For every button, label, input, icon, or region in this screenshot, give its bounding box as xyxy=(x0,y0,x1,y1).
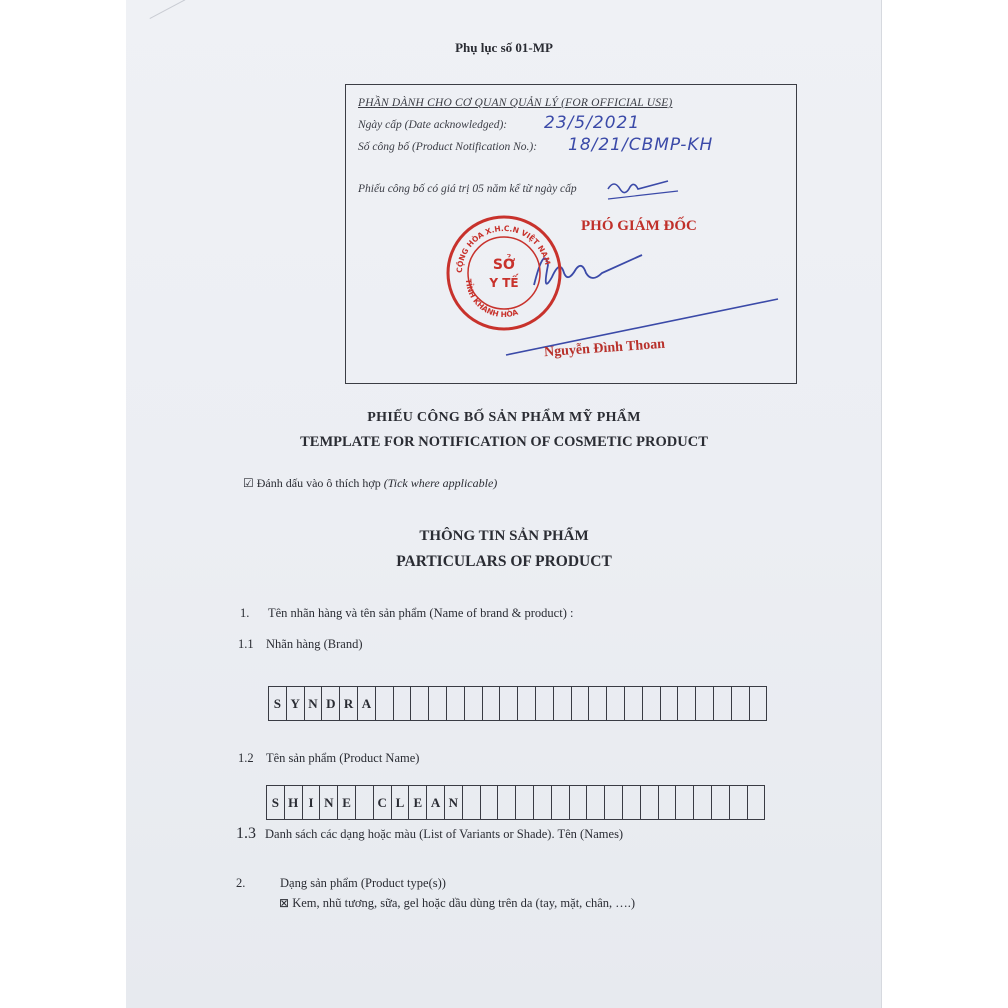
item-1-1-number: 1.1 xyxy=(238,637,254,651)
brand-letter-cell xyxy=(643,687,661,720)
brand-letter-cell: S xyxy=(269,687,287,720)
product-name-letter-cell: C xyxy=(374,786,392,819)
signer-name: Nguyễn Đình Thoan xyxy=(543,336,666,361)
brand-letter-cell xyxy=(500,687,518,720)
stamp-top-text: CỘNG HÒA X.H.C.N VIỆT NAM xyxy=(454,223,553,274)
product-name-letter-cell xyxy=(498,786,516,819)
item-1-2-label: Tên sản phẩm (Product Name) xyxy=(266,751,420,765)
date-acknowledged-value: 23/5/2021 xyxy=(544,113,641,133)
item-1 xyxy=(240,606,573,621)
tick-instruction-vi: Đánh dấu vào ô thích hợp xyxy=(256,476,381,490)
product-type-option-label: Kem, nhũ tương, sữa, gel hoặc dầu dùng trên da (tay, mặt, chân, ….) xyxy=(292,896,636,910)
validity-note: Phiếu công bố có giá trị 05 năm kể từ ngày cấp xyxy=(358,183,577,195)
product-name-letter-cell xyxy=(748,786,766,819)
brand-letter-cell xyxy=(447,687,465,720)
brand-letter-cell xyxy=(661,687,679,720)
brand-letter-cell xyxy=(518,687,536,720)
product-name-letter-cell: E xyxy=(409,786,427,819)
stamp-bottom-text: TỈNH KHÁNH HÒA xyxy=(463,278,520,320)
item-2-label: Dạng sản phẩm (Product type(s)) xyxy=(280,876,446,890)
product-name-letter-cell xyxy=(694,786,712,819)
brand-letter-cell: N xyxy=(305,687,323,720)
product-name-letter-cell: L xyxy=(392,786,410,819)
brand-letter-cell xyxy=(678,687,696,720)
item-2-number: 2. xyxy=(236,876,246,890)
brand-letter-cell xyxy=(625,687,643,720)
brand-letter-cell xyxy=(376,687,394,720)
product-name-letter-cell xyxy=(730,786,748,819)
official-use-box xyxy=(345,84,797,384)
product-name-letter-cell xyxy=(587,786,605,819)
item-1-3-number: 1.3 xyxy=(236,825,256,842)
official-use-heading: PHẦN DÀNH CHO CƠ QUAN QUẢN LÝ (FOR OFFICIAL USE) xyxy=(358,97,673,109)
crossed-checkbox-icon: ⊠ xyxy=(279,896,290,910)
product-name-letter-cell xyxy=(712,786,730,819)
item-1-label: Tên nhãn hàng và tên sản phẩm (Name of brand & product) : xyxy=(268,606,574,620)
brand-letter-cell xyxy=(696,687,714,720)
product-name-letter-cell: N xyxy=(320,786,338,819)
section-title-english: PARTICULARS OF PRODUCT xyxy=(396,553,612,570)
item-1-2 xyxy=(238,751,419,766)
brand-letter-cell: Y xyxy=(287,687,305,720)
product-name-letter-cell xyxy=(481,786,499,819)
brand-letter-cell: A xyxy=(358,687,376,720)
brand-letter-cell xyxy=(732,687,750,720)
brand-letter-cell xyxy=(411,687,429,720)
form-title-english: TEMPLATE FOR NOTIFICATION OF COSMETIC PRODUCT xyxy=(300,434,708,450)
product-name-letter-cell xyxy=(356,786,374,819)
brand-letter-cell xyxy=(429,687,447,720)
product-name-letter-cell: E xyxy=(338,786,356,819)
brand-letter-cell: D xyxy=(322,687,340,720)
product-name-letter-grid xyxy=(266,785,765,820)
brand-letter-cell xyxy=(554,687,572,720)
product-name-letter-cell: S xyxy=(267,786,285,819)
item-1-3-label: Danh sách các dạng hoặc màu (List of Variants or Shade). Tên (Names) xyxy=(265,827,624,841)
brand-letter-cell xyxy=(607,687,625,720)
form-title-vietnamese: PHIẾU CÔNG BỐ SẢN PHẨM MỸ PHẨM xyxy=(367,410,641,425)
item-2 xyxy=(236,876,446,891)
signer-title: PHÓ GIÁM ĐỐC xyxy=(581,218,697,234)
item-1-1-label: Nhãn hàng (Brand) xyxy=(266,637,363,651)
section-title-vietnamese: THÔNG TIN SẢN PHẨM xyxy=(419,528,589,544)
brand-letter-cell xyxy=(465,687,483,720)
product-name-letter-cell xyxy=(570,786,588,819)
brand-letter-cell xyxy=(750,687,768,720)
item-1-3 xyxy=(236,825,623,843)
appendix-number: Phụ lục số 01-MP xyxy=(455,40,553,55)
official-red-stamp xyxy=(444,213,564,338)
product-name-letter-cell xyxy=(659,786,677,819)
tick-instruction xyxy=(243,476,497,491)
handwritten-signatures xyxy=(346,85,796,383)
product-name-letter-cell xyxy=(534,786,552,819)
product-name-letter-cell xyxy=(463,786,481,819)
product-name-letter-cell xyxy=(676,786,694,819)
brand-letter-cell xyxy=(714,687,732,720)
brand-letter-cell xyxy=(572,687,590,720)
brand-letter-cell xyxy=(394,687,412,720)
product-type-option xyxy=(279,896,635,911)
item-1-1 xyxy=(238,637,363,652)
brand-letter-cell xyxy=(589,687,607,720)
product-name-letter-cell: H xyxy=(285,786,303,819)
brand-letter-grid xyxy=(268,686,767,721)
product-name-letter-cell xyxy=(641,786,659,819)
notification-number-value: 18/21/CBMP-KH xyxy=(568,135,714,155)
stamp-center-line-1: SỞ xyxy=(492,257,516,273)
product-name-letter-cell xyxy=(623,786,641,819)
stamp-center-line-2: Y TẾ xyxy=(489,276,519,290)
product-name-letter-cell xyxy=(605,786,623,819)
brand-letter-cell xyxy=(536,687,554,720)
item-1-number: 1. xyxy=(240,606,250,620)
checked-box-icon: ☑ xyxy=(243,476,254,490)
product-name-letter-cell: I xyxy=(303,786,321,819)
item-1-2-number: 1.2 xyxy=(238,751,254,765)
date-acknowledged-label: Ngày cấp (Date acknowledged): xyxy=(358,119,508,131)
notification-number-label: Số công bố (Product Notification No.): xyxy=(358,141,538,153)
product-name-letter-cell xyxy=(552,786,570,819)
product-name-letter-cell xyxy=(516,786,534,819)
brand-letter-cell: R xyxy=(340,687,358,720)
tick-instruction-en: (Tick where applicable) xyxy=(383,476,498,490)
brand-letter-cell xyxy=(483,687,501,720)
product-name-letter-cell: A xyxy=(427,786,445,819)
product-name-letter-cell: N xyxy=(445,786,463,819)
